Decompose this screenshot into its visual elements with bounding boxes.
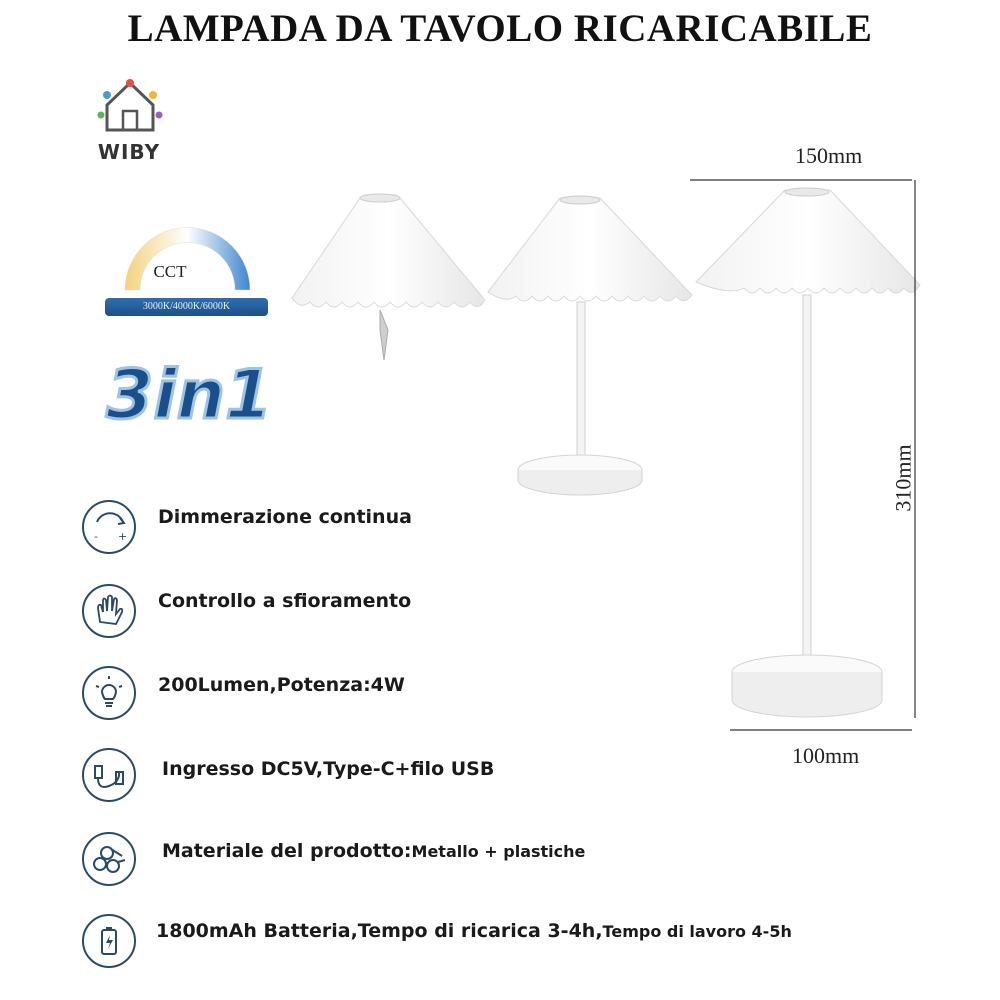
feature-text: 1800mAh Batteria,Tempo di ricarica 3-4h,Tempo di lavoro 4-5h (156, 920, 792, 942)
dimension-width-top: 150mm (795, 143, 863, 168)
feature-text: Controllo a sfioramento (158, 590, 412, 612)
dimension-height: 310mm (890, 444, 916, 512)
feature-text: Materiale del prodotto:Metallo + plastiche (162, 840, 586, 862)
badge-text: 3in1 (106, 356, 273, 433)
material-icon (80, 830, 138, 888)
feature-dimming (80, 498, 960, 558)
cct-range: 3000K/4000K/6000K (105, 298, 268, 316)
feature-input (80, 746, 960, 806)
brand-name: WIBY (97, 140, 161, 164)
svg-text:-: - (94, 530, 98, 543)
bulb-icon (80, 664, 138, 722)
usb-cable-icon (80, 746, 138, 804)
feature-battery (80, 912, 960, 972)
touch-hand-icon (80, 582, 138, 640)
feature-text: Ingresso DC5V,Type-C+filo USB (162, 758, 495, 780)
svg-text:+: + (118, 530, 128, 543)
dimension-base: 100mm (792, 743, 860, 768)
page-title: LAMPADA DA TAVOLO RICARICABILE (127, 7, 873, 50)
dimmer-icon (80, 498, 138, 556)
feature-lumen (80, 664, 960, 724)
feature-text: Dimmerazione continua (158, 506, 412, 528)
lamp-short (488, 196, 692, 495)
feature-text: 200Lumen,Potenza:4W (158, 674, 405, 696)
feature-touch (80, 582, 960, 642)
three-in-one-badge (100, 348, 280, 433)
battery-icon (80, 912, 138, 970)
cct-label: CCT (153, 262, 187, 281)
lamp-shade-stake (292, 194, 485, 360)
lamp-illustration (280, 140, 1000, 740)
feature-material (80, 830, 960, 890)
